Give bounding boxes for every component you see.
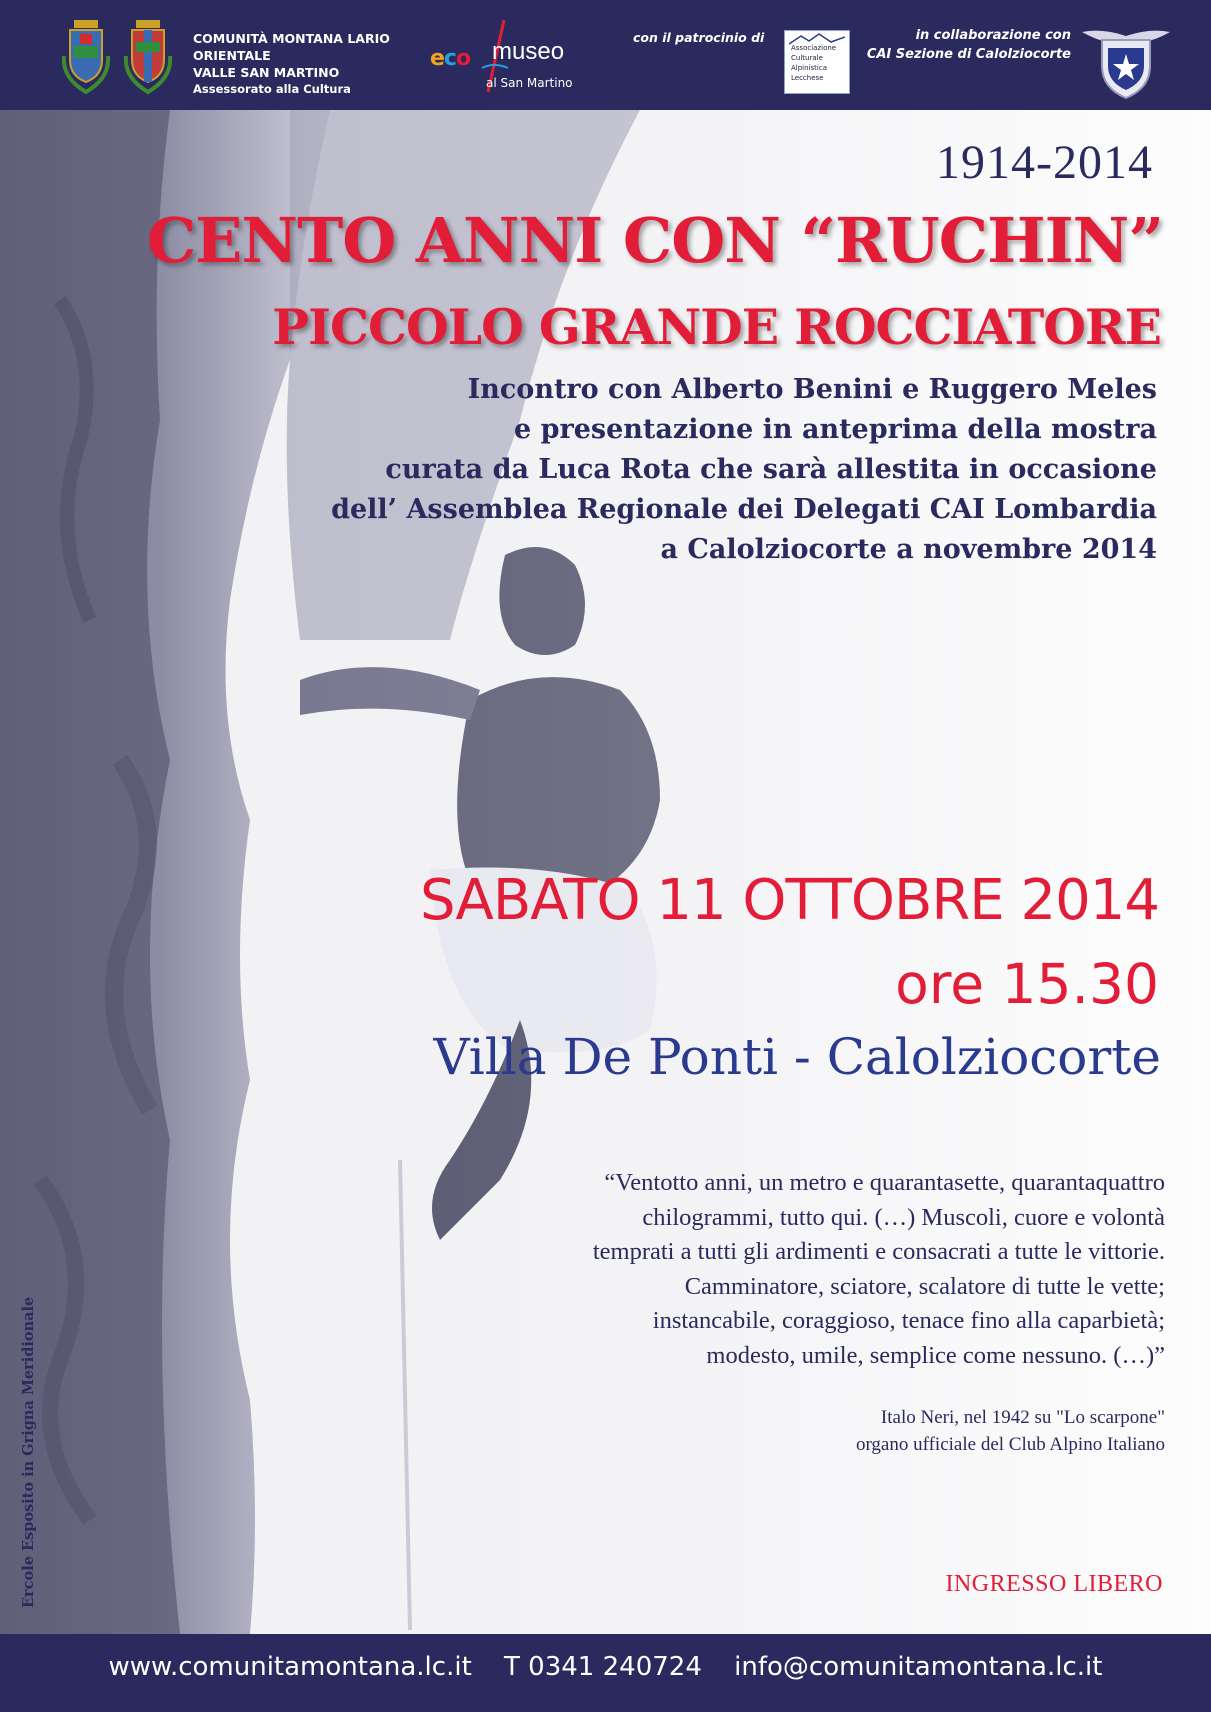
event-title: CENTO ANNI CON “RUCHIN” bbox=[146, 204, 1163, 277]
event-venue: Villa De Ponti - Calolziocorte bbox=[433, 1028, 1161, 1086]
patrocinio-label: con il patrocinio di bbox=[633, 30, 765, 45]
quote-line: modesto, umile, semplice come nessuno. (…)” bbox=[706, 1341, 1165, 1369]
description-line: e presentazione in anteprima della mostra bbox=[514, 414, 1157, 445]
cai-emblem-icon bbox=[1080, 18, 1172, 102]
free-entry-label: INGRESSO LIBERO bbox=[945, 1571, 1163, 1597]
quote-credit bbox=[665, 1404, 1165, 1458]
ecomuseo-logo bbox=[428, 16, 588, 96]
credit-line: Italo Neri, nel 1942 su "Lo scarpone" bbox=[880, 1407, 1165, 1428]
org-line: Assessorato alla Cultura bbox=[193, 82, 351, 96]
quote-line: temprati a tutti gli ardimenti e consacrati a tutte le vittorie. bbox=[592, 1238, 1165, 1265]
event-description bbox=[177, 370, 1157, 570]
collaboration-label bbox=[867, 26, 1071, 64]
anniversary-years: 1914-2014 bbox=[936, 136, 1153, 189]
description-line: curata da Luca Rota che sarà allestita in occasione bbox=[385, 454, 1157, 485]
quote-line: chilogrammi, tutto qui. (…) Muscoli, cuore e volontà bbox=[642, 1203, 1165, 1231]
acal-logo bbox=[784, 30, 850, 94]
organization-name bbox=[193, 30, 390, 98]
description-line: dell’ Assemblea Regionale dei Delegati CAI Lombardia bbox=[331, 494, 1157, 525]
quote-line: “Ventotto anni, un metro e quarantasette, quarantaquattro bbox=[604, 1169, 1165, 1196]
ecomuseo-name: museo bbox=[492, 38, 565, 65]
ecomuseo-prefix: eco bbox=[430, 46, 471, 71]
acal-line: Culturale bbox=[791, 54, 823, 62]
description-line: Incontro con Alberto Benini e Ruggero Meles bbox=[467, 374, 1157, 405]
acal-line: Alpinistica bbox=[791, 64, 827, 72]
quote-line: Camminatore, sciatore, scalatore di tutte le vette; bbox=[684, 1272, 1165, 1300]
photo-caption: Ercole Esposito in Grigna Meridionale bbox=[20, 1296, 37, 1608]
phone-number: T 0341 240724 bbox=[504, 1652, 702, 1682]
description-line: a Calolziocorte a novembre 2014 bbox=[660, 534, 1157, 565]
acal-line: Lecchese bbox=[791, 74, 824, 82]
ecomuseo-subtitle: al San Martino bbox=[486, 76, 573, 90]
event-subtitle: PICCOLO GRANDE ROCCIATORE bbox=[272, 298, 1161, 356]
footer-bar bbox=[0, 1634, 1211, 1712]
event-time: ore 15.30 bbox=[895, 952, 1159, 1016]
header-bar bbox=[0, 0, 1211, 110]
org-line: VALLE SAN MARTINO bbox=[193, 65, 340, 80]
municipal-crest-icon bbox=[122, 16, 174, 96]
collab-line: in collaborazione con bbox=[915, 28, 1071, 43]
org-line: ORIENTALE bbox=[193, 48, 271, 63]
org-line: COMUNITÀ MONTANA LARIO bbox=[193, 31, 390, 46]
municipal-crest-icon bbox=[60, 16, 112, 96]
quote-line: instancabile, coraggioso, tenace fino alla caparbietà; bbox=[652, 1307, 1165, 1334]
contact-info bbox=[0, 1652, 1211, 1682]
website-link[interactable]: www.comunitamontana.lc.it bbox=[108, 1652, 472, 1682]
credit-line: organo ufficiale del Club Alpino Italiano bbox=[855, 1434, 1165, 1455]
acal-text bbox=[791, 43, 836, 83]
collab-line: CAI Sezione di Calolziocorte bbox=[866, 47, 1071, 62]
email-link[interactable]: info@comunitamontana.lc.it bbox=[734, 1652, 1103, 1682]
event-date: SABATO 11 OTTOBRE 2014 bbox=[419, 868, 1159, 933]
acal-line: Associazione bbox=[791, 44, 837, 52]
quote-block bbox=[405, 1166, 1165, 1373]
